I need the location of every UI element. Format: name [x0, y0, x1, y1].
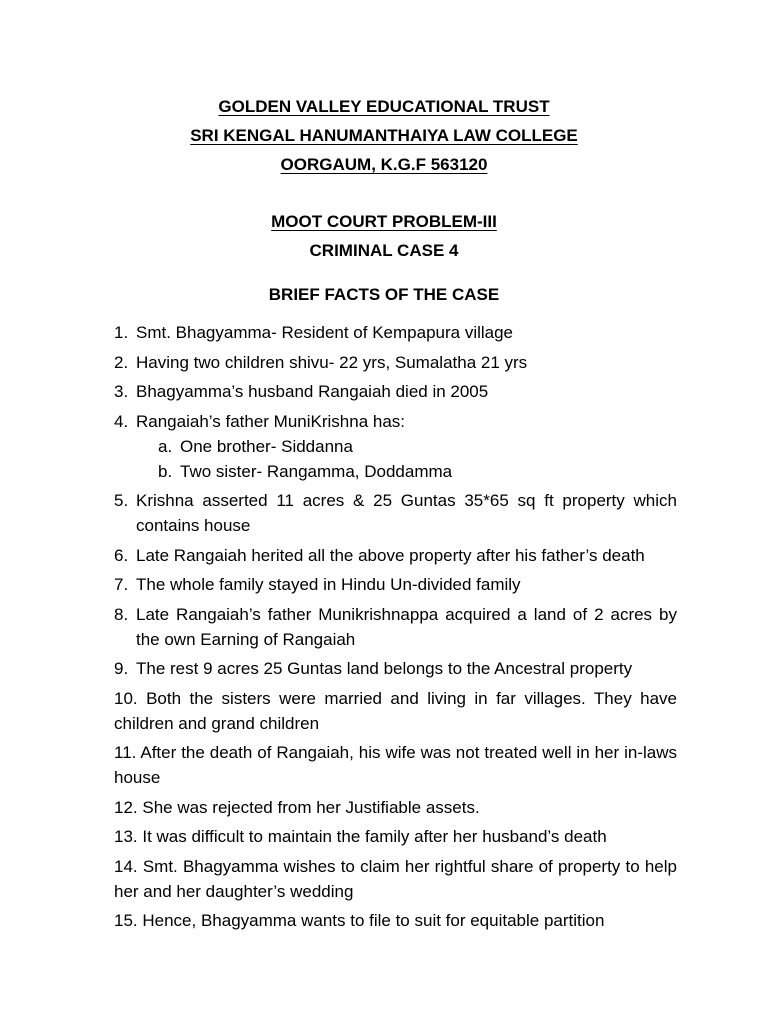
- item-text: Smt. Bhagyamma- Resident of Kempapura village: [136, 323, 514, 342]
- facts-list: [114, 320, 677, 938]
- item-text: Krishna asserted 11 acres & 25 Guntas 35*65 sq ft property which contains house: [136, 491, 677, 535]
- item-text: Late Rangaiah’s father Munikrishnappa acquired a land of 2 acres by the own Earning of Rangaiah: [136, 604, 677, 649]
- item-text: Late Rangaiah herited all the above property after his father’s death: [136, 545, 645, 565]
- problem-header: [0, 207, 768, 265]
- list-item: [114, 602, 677, 652]
- trust-name: GOLDEN VALLEY EDUCATIONAL TRUST: [218, 97, 550, 116]
- list-item: [114, 488, 677, 538]
- item-text: The rest 9 acres 25 Guntas land belongs to the Ancestral property: [136, 659, 633, 678]
- sub-list-item: [114, 459, 677, 484]
- problem-title: MOOT COURT PROBLEM-III: [271, 212, 497, 231]
- item-number: 3.: [114, 382, 129, 401]
- institution-header: [0, 92, 768, 179]
- item-number: 1.: [114, 323, 129, 342]
- fact-paragraph: 11. After the death of Rangaiah, his wife was not treated well in her in-laws house: [114, 743, 677, 787]
- list-item: [114, 379, 677, 404]
- item-number: 7.: [114, 575, 129, 594]
- item-text: Rangaiah’s father MuniKrishna has:: [136, 411, 406, 431]
- fact-paragraph: 12. She was rejected from her Justifiable assets.: [114, 797, 480, 817]
- facts-heading: BRIEF FACTS OF THE CASE: [268, 285, 500, 304]
- list-item: [114, 543, 677, 568]
- list-item: [114, 350, 677, 375]
- item-number: 9.: [114, 659, 129, 678]
- list-item: [114, 320, 677, 345]
- sub-list-item: [114, 434, 677, 459]
- item-number: 4.: [114, 411, 129, 431]
- item-number: 5.: [114, 491, 129, 510]
- fact-paragraph: 14. Smt. Bhagyamma wishes to claim her rightful share of property to help her and her daughter’s wedding: [114, 856, 677, 901]
- list-item: [114, 572, 677, 597]
- college-address: OORGAUM, K.G.F 563120: [280, 155, 488, 174]
- list-item: [114, 409, 677, 484]
- item-number: 2.: [114, 352, 129, 372]
- sub-item-text: One brother- Siddanna: [180, 436, 353, 456]
- list-item: [114, 656, 677, 681]
- item-number: 8.: [114, 604, 129, 624]
- fact-paragraph: 15. Hence, Bhagyamma wants to file to suit for equitable partition: [114, 911, 605, 930]
- item-text: Having two children shivu- 22 yrs, Sumalatha 21 yrs: [136, 352, 528, 372]
- fact-paragraph: 13. It was difficult to maintain the family after her husband’s death: [114, 827, 607, 846]
- item-number: 6.: [114, 545, 129, 565]
- college-name: SRI KENGAL HANUMANTHAIYA LAW COLLEGE: [190, 126, 578, 145]
- fact-paragraph: 10. Both the sisters were married and living in far villages. They have children and grand children: [114, 688, 677, 733]
- sub-item-letter: b.: [158, 461, 173, 481]
- sub-item-text: Two sister- Rangamma, Doddamma: [180, 461, 453, 481]
- item-text: Bhagyamma’s husband Rangaiah died in 2005: [136, 382, 489, 401]
- case-title: CRIMINAL CASE 4: [309, 241, 459, 260]
- item-text: The whole family stayed in Hindu Un-divided family: [136, 575, 521, 594]
- sub-item-letter: a.: [158, 436, 173, 456]
